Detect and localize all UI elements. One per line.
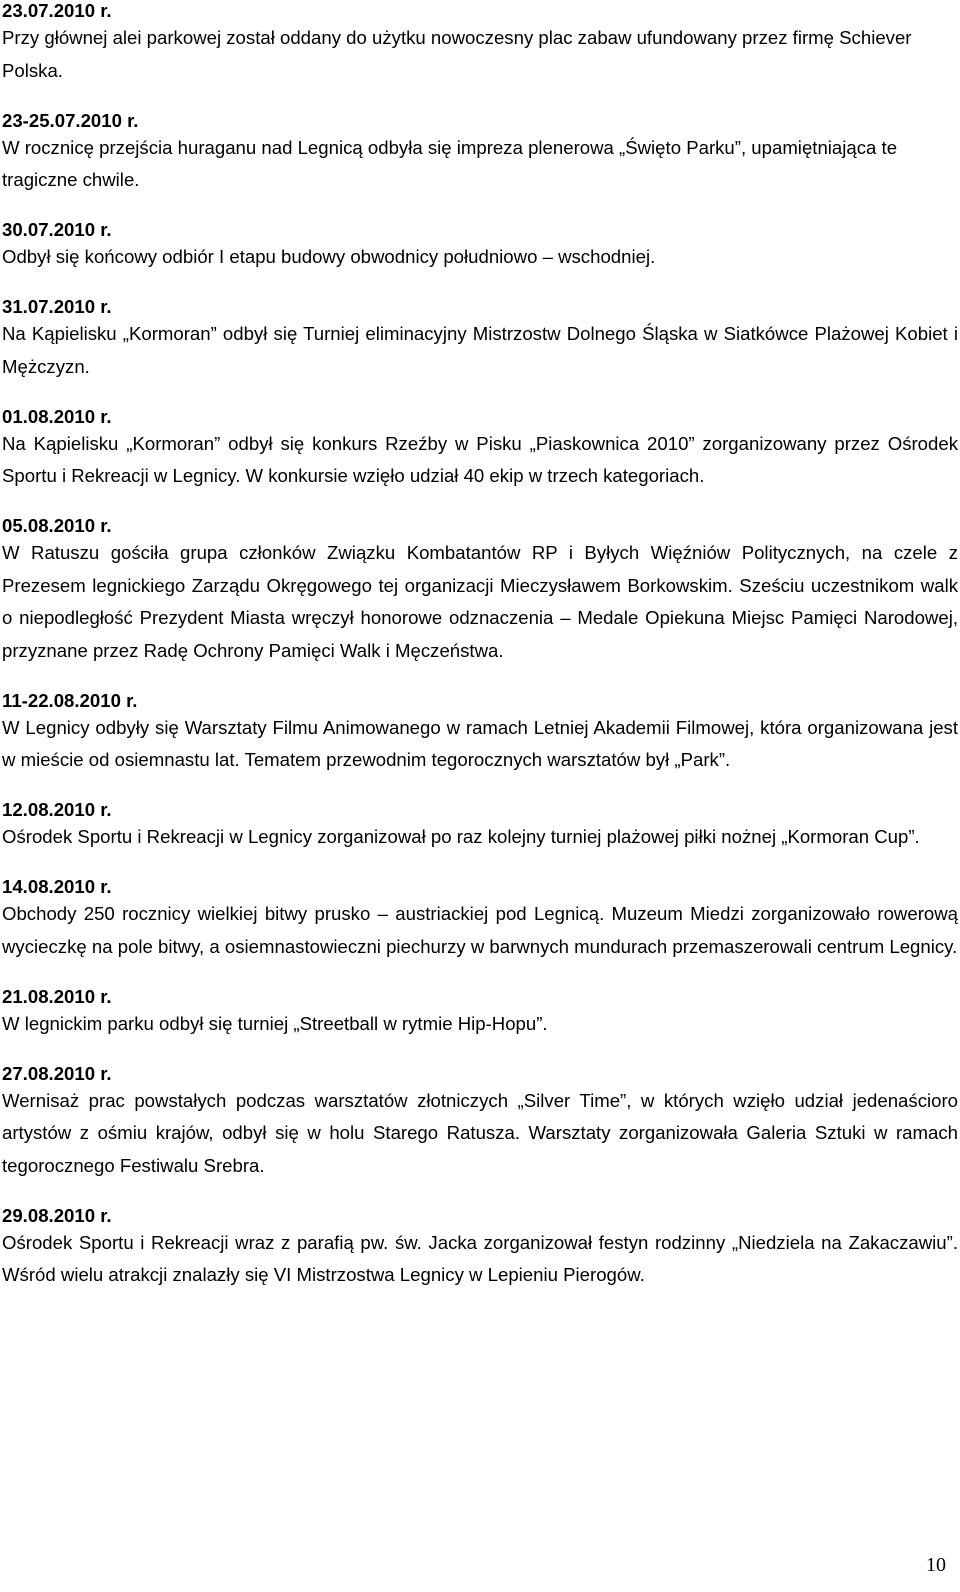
event-entry <box>2 799 958 854</box>
event-date: 21.08.2010 r. <box>2 985 112 1007</box>
event-date: 05.08.2010 r. <box>2 515 112 536</box>
event-date: 31.07.2010 r. <box>2 296 112 317</box>
event-entry <box>2 0 958 87</box>
event-description: Ośrodek Sportu i Rekreacji w Legnicy zorganizował po raz kolejny turniej plażowej piłki nożnej „Kormoran Cup”. <box>2 826 920 847</box>
event-entry <box>2 110 958 197</box>
event-entry <box>2 690 958 777</box>
event-entry <box>2 406 958 493</box>
event-date: 27.08.2010 r. <box>2 1062 112 1084</box>
event-description: W legnickim parku odbył się turniej „Streetball w rytmie Hip-Hopu”. <box>2 1012 548 1034</box>
event-date: 12.08.2010 r. <box>2 799 112 820</box>
event-description: W Legnicy odbyły się Warsztaty Filmu Animowanego w ramach Letniej Akademii Filmowej, która organizowana jest w mieście od osiemnastu lat. Tematem przewodnim tegorocznych warsztatów był „Park”. <box>2 716 958 770</box>
event-description: Obchody 250 rocznicy wielkiej bitwy prusko – austriackiej pod Legnicą. Muzeum Miedzi zorganizowało rowerową wycieczkę na pole bitwy, a osiemnastowieczni piechurzy w barwnych mundurach przemaszerowali centrum Legnicy. <box>2 903 958 957</box>
event-entry <box>2 986 958 1041</box>
event-description: Przy głównej alei parkowej został oddany do użytku nowoczesny plac zabaw ufundowany przez firmę Schiever Polska. <box>2 27 912 81</box>
event-date: 01.08.2010 r. <box>2 405 112 427</box>
event-entry <box>2 515 958 667</box>
event-description: Ośrodek Sportu i Rekreacji wraz z parafią pw. św. Jacka zorganizował festyn rodzinny „Niedziela na Zakaczawiu”. Wśród wielu atrakcji znalazły się VI Mistrzostwa Legnicy w Lepieniu Pierogów. <box>2 1231 958 1285</box>
event-date: 29.08.2010 r. <box>2 1204 112 1226</box>
event-entry <box>2 1063 958 1183</box>
event-date: 14.08.2010 r. <box>2 876 112 897</box>
event-entry <box>2 219 958 274</box>
event-entry <box>2 876 958 963</box>
event-description: Na Kąpielisku „Kormoran” odbył się konkurs Rzeźby w Pisku „Piaskownica 2010” zorganizowany przez Ośrodek Sportu i Rekreacji w Legnicy. W konkursie wzięło udział 40 ekip w trzech kategoriach. <box>2 432 958 486</box>
event-description: W Ratuszu gościła grupa członków Związku Kombatantów RP i Byłych Więźniów Politycznych, na czele z Prezesem legnickiego Zarządu Okręgowego tej organizacji Mieczysławem Borkowskim. Sześciu uczestnikom walk o niepodległość Prezydent Miasta wręczył honorowe odznaczenia – Medale Opiekuna Miejsc Pamięci Narodowej, przyznane przez Radę Ochrony Pamięci Walk i Męczeństwa. <box>2 542 958 661</box>
event-description: W rocznicę przejścia huraganu nad Legnicą odbyła się impreza plenerowa „Święto Parku”, upamiętniająca te tragiczne chwile. <box>2 136 898 190</box>
event-description: Wernisaż prac powstałych podczas warsztatów złotniczych „Silver Time”, w których wzięło udział jedenaścioro artystów z ośmiu krajów, odbył się w holu Starego Ratusza. Warsztaty zorganizowała Galeria Sztuki w ramach tegorocznego Festiwalu Srebra. <box>2 1089 958 1176</box>
event-date: 23.07.2010 r. <box>2 0 112 21</box>
event-description: Odbył się końcowy odbiór I etapu budowy obwodnicy południowo – wschodniej. <box>2 246 656 267</box>
event-entry <box>2 296 958 383</box>
event-date: 30.07.2010 r. <box>2 219 112 240</box>
event-entry <box>2 1205 958 1292</box>
event-date: 23-25.07.2010 r. <box>2 109 139 131</box>
event-description: Na Kąpielisku „Kormoran” odbył się Turniej eliminacyjny Mistrzostw Dolnego Śląska w Siatkówce Plażowej Kobiet i Mężczyzn. <box>2 323 958 377</box>
event-date: 11-22.08.2010 r. <box>2 689 138 711</box>
page-number: 10 <box>926 1554 946 1576</box>
